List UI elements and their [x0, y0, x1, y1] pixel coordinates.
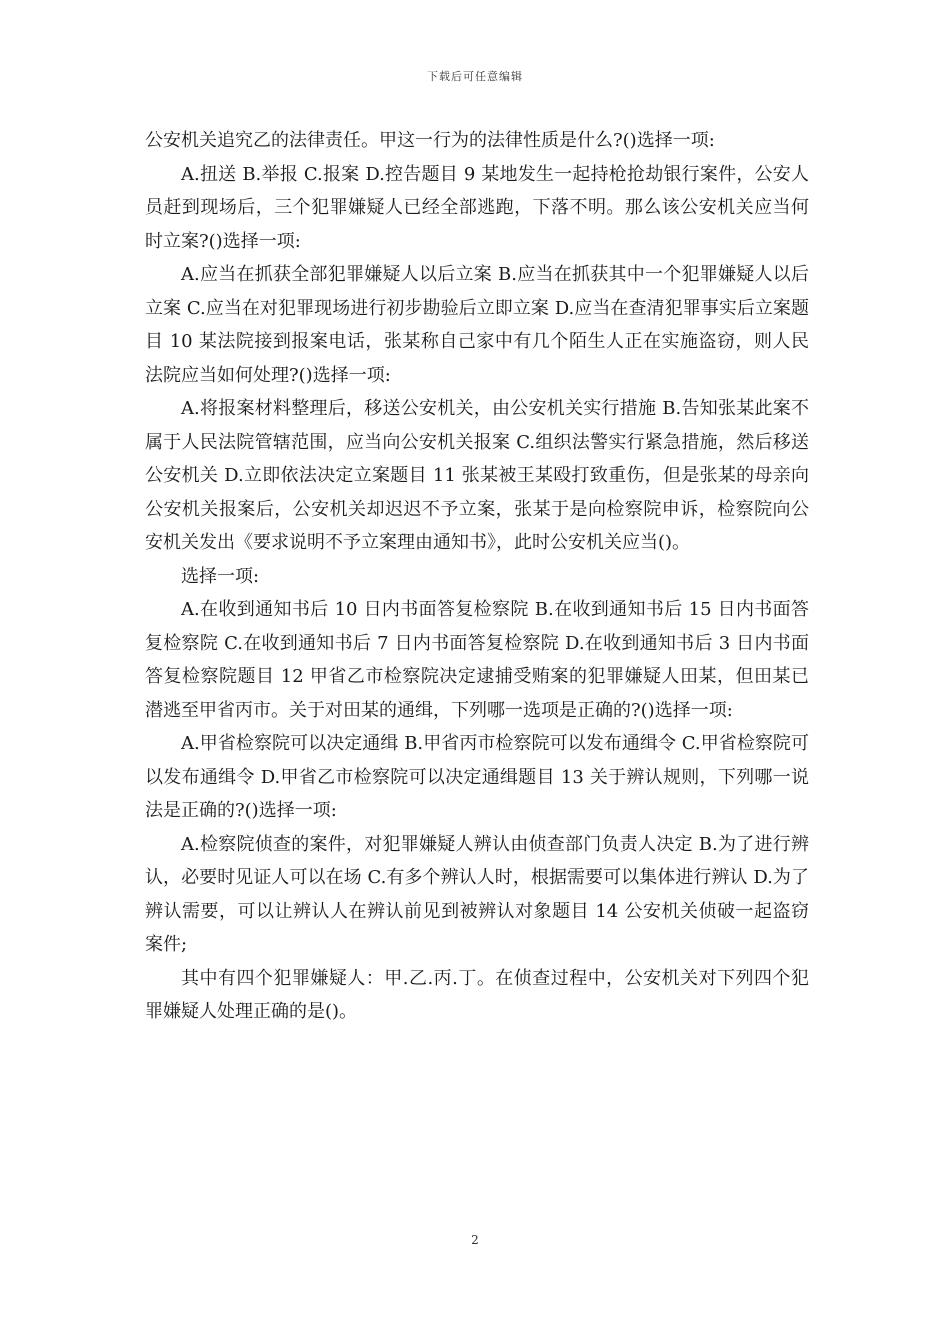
paragraph: 其中有四个犯罪嫌疑人：甲.乙.丙.丁。在侦查过程中，公安机关对下列四个犯罪嫌疑人处理正确的是()。: [145, 967, 809, 1022]
paragraph: A.在收到通知书后 10 日内书面答复检察院 B.在收到通知书后 15 日内书面答复检察院 C.在收到通知书后 7 日内书面答复检察院 D.在收到通知书后 3 日内书面答复检察院题目 12 甲省乙市检察院决定逮捕受贿案的犯罪嫌疑人田某，但田某已潜逃至甲省丙市。关于对田某的通缉，下列哪一选项是正确的?()选择一项:: [145, 599, 809, 721]
paragraph: A.应当在抓获全部犯罪嫌疑人以后立案 B.应当在抓获其中一个犯罪嫌疑人以后立案 C.应当在对犯罪现场进行初步勘验后立即立案 D.应当在查清犯罪事实后立案题目 10 某法院接到报案电话，张某称自己家中有几个陌生人正在实施盗窃，则人民法院应当如何处理?()选择一项:: [145, 264, 809, 386]
paragraph: A.将报案材料整理后，移送公安机关，由公安机关实行措施 B.告知张某此案不属于人民法院管辖范围，应当向公安机关报案 C.组织法警实行紧急措施，然后移送公安机关 D.立即依法决定立案题目 11 张某被王某殴打致重伤，但是张某的母亲向公安机关报案后，公安机关却迟迟不予立案，张某于是向检察院申诉，检察院向公安机关发出《要求说明不予立案理由通知书》，此时公安机关应当()。: [145, 398, 809, 553]
page-number: 2: [471, 1233, 479, 1247]
page-header: 下载后可任意编辑: [427, 70, 523, 83]
paragraph: A.甲省检察院可以决定通缉 B.甲省丙市检察院可以发布通缉令 C.甲省检察院可以发布通缉令 D.甲省乙市检察院可以决定通缉题目 13 关于辨认规则，下列哪一说法是正确的?()选择一项:: [145, 733, 809, 821]
paragraph: 公安机关追究乙的法律责任。甲这一行为的法律性质是什么?()选择一项:: [145, 130, 715, 151]
paragraph: 选择一项:: [181, 565, 260, 587]
paragraph: A.检察院侦查的案件，对犯罪嫌疑人辨认由侦查部门负责人决定 B.为了进行辨认，必要时见证人可以在场 C.有多个辨认人时，根据需要可以集体进行辨认 D.为了辨认需要，可以让辨认人在辨认前见到被辨认对象题目 14 公安机关侦破一起盗窃案件;: [145, 833, 809, 955]
document-body: [145, 124, 809, 1029]
paragraph: A.扭送 B.举报 C.报案 D.控告题目 9 某地发生一起持枪抢劫银行案件，公安人员赶到现场后，三个犯罪嫌疑人已经全部逃跑，下落不明。那么该公安机关应当何时立案?()选择一项:: [145, 163, 809, 252]
